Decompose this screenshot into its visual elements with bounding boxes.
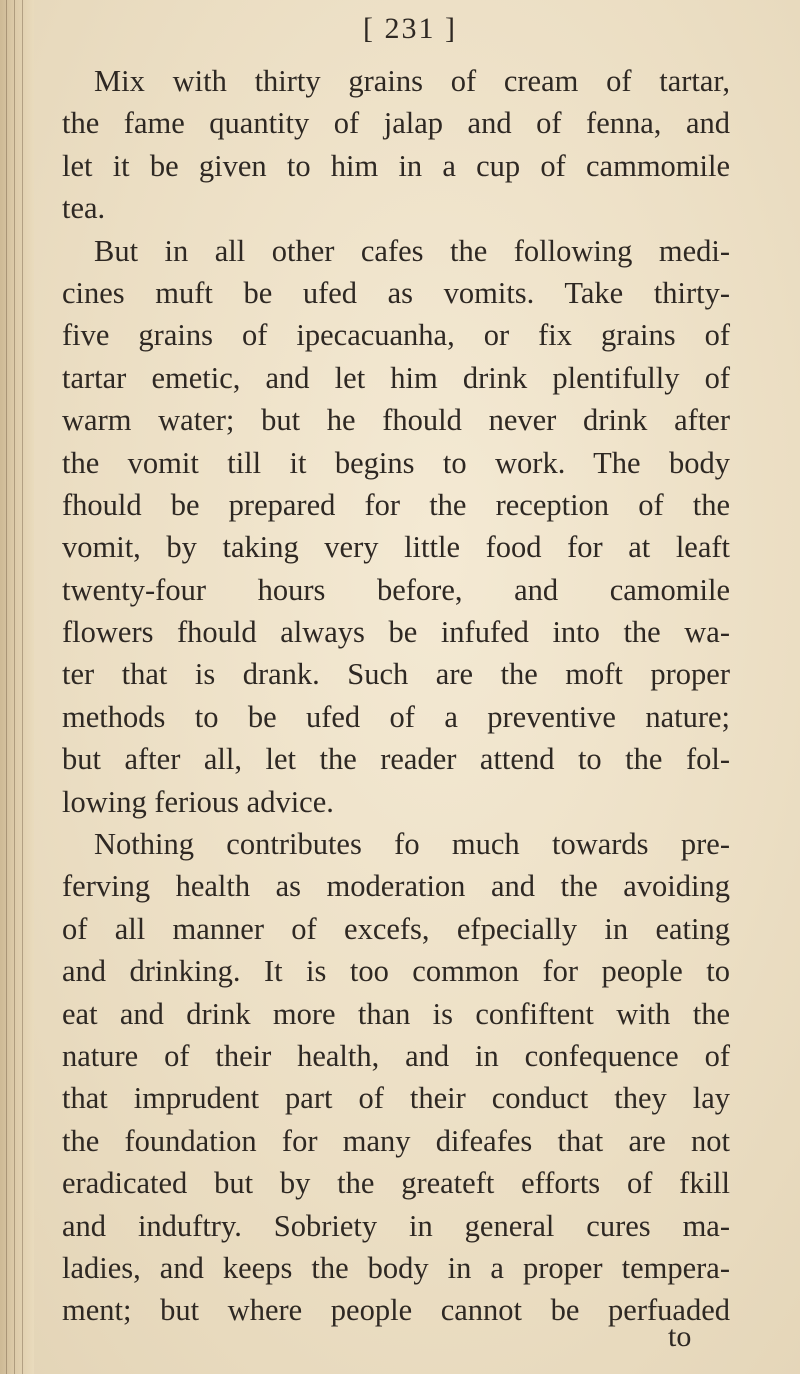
catchword: to xyxy=(668,1320,692,1353)
text-line: of all manner of excefs, efpecially in eating xyxy=(62,911,730,946)
text-line: and induftry. Sobriety in general cures ma- xyxy=(62,1208,730,1243)
text-line: ter that is drank. Such are the moft proper xyxy=(62,657,730,692)
page-number: [ 231 ] xyxy=(363,12,457,45)
text-line: tea. xyxy=(62,191,106,226)
text-line: ferving health as moderation and the avoiding xyxy=(62,869,730,904)
gutter-edge-line xyxy=(22,0,23,1374)
text-line: that imprudent part of their conduct they lay xyxy=(62,1081,730,1116)
text-line: flowers fhould always be infufed into the wa- xyxy=(62,615,730,650)
text-line: But in all other cafes the following medi- xyxy=(94,233,730,268)
text-line: methods to be ufed of a preventive nature; xyxy=(62,699,730,734)
text-line: the vomit till it begins to work. The body xyxy=(62,445,730,480)
text-line: and drinking. It is too common for people to xyxy=(62,954,730,989)
text-line: cines muft be ufed as vomits. Take thirty- xyxy=(62,275,730,310)
page-body xyxy=(62,60,730,1332)
text-line: nature of their health, and in confequence of xyxy=(62,1038,730,1073)
text-line: tartar emetic, and let him drink plentifully of xyxy=(62,360,730,395)
text-line: fhould be prepared for the reception of the xyxy=(62,487,730,522)
gutter-edge-line xyxy=(6,0,7,1374)
gutter-edge-line xyxy=(14,0,15,1374)
text-line: but after all, let the reader attend to the fol- xyxy=(62,742,730,777)
text-line: eat and drink more than is confiftent with the xyxy=(62,996,730,1031)
text-line: warm water; but he fhould never drink after xyxy=(62,403,730,438)
text-line: ment; but where people cannot be perfuaded xyxy=(62,1293,730,1328)
text-line: Nothing contributes fo much towards pre- xyxy=(94,827,730,862)
text-line: eradicated but by the greateft efforts of fkill xyxy=(62,1166,730,1201)
text-line: the foundation for many difeafes that are not xyxy=(62,1123,730,1158)
text-line: vomit, by taking very little food for at leaft xyxy=(62,530,730,565)
text-line: let it be given to him in a cup of cammomile xyxy=(62,148,730,183)
text-line: twenty-four hours before, and camomile xyxy=(62,572,730,607)
text-line: five grains of ipecacuanha, or fix grains of xyxy=(62,318,730,353)
text-line: the fame quantity of jalap and of fenna, and xyxy=(62,106,730,141)
text-line: Mix with thirty grains of cream of tartar, xyxy=(94,64,730,98)
text-line: ladies, and keeps the body in a proper tempera- xyxy=(62,1250,730,1285)
text-line: lowing ferious advice. xyxy=(62,784,334,819)
